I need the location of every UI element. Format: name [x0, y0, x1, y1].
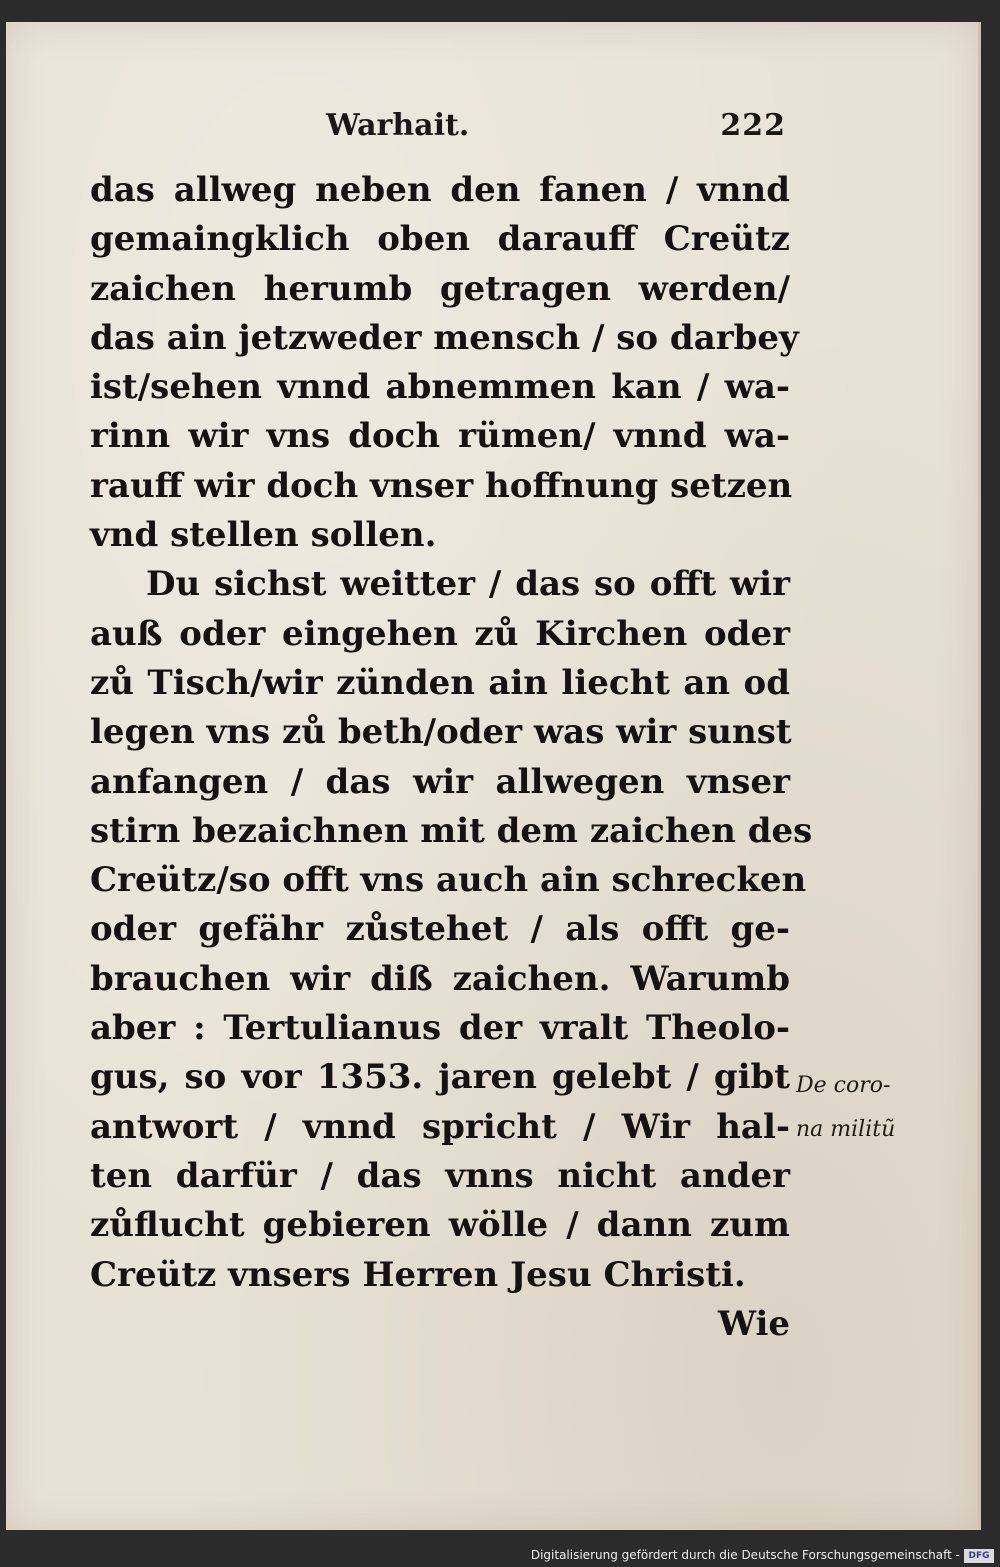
digitization-credit: Digitalisierung gefördert durch die Deutsche Forschungsgemeinschaft -: [530, 1548, 960, 1562]
marginal-note: [796, 1064, 946, 1152]
text-line: antwort / vnnd spricht / Wir hal-: [90, 1106, 790, 1147]
text-line: brauchen wir diß zaichen. Warumb: [90, 958, 790, 999]
book-page: [6, 22, 981, 1530]
text-line: zů Tisch/wir zünden ain liecht an od: [90, 662, 790, 703]
text-line: Creütz vnsers Herren Jesu Christi.: [90, 1254, 746, 1295]
text-line: rauff wir doch vnser hoffnung setzen: [90, 465, 793, 506]
text-line: ist/sehen vnnd abnemmen kan / wa-: [90, 367, 790, 408]
text-line: auß oder eingehen zů Kirchen oder: [90, 613, 790, 654]
text-line: legen vns zů beth/oder was wir sunst: [90, 712, 792, 753]
text-line: aber : Tertulianus der vralt Theolo-: [90, 1008, 790, 1049]
text-line: das allweg neben den fanen / vnnd: [90, 170, 790, 210]
text-line: zaichen herumb getragen werden/: [90, 268, 790, 309]
text-line: zůflucht gebieren wölle / dann zum: [90, 1205, 790, 1246]
marginal-note-line: na militũ: [796, 1117, 896, 1142]
text-line: gus, so vor 1353. jaren gelebt / gibt: [90, 1057, 790, 1098]
text-line: vnd stellen sollen.: [90, 515, 437, 556]
running-head: [326, 108, 786, 156]
body-text: [90, 166, 813, 1349]
text-line: ten darfür / das vnns nicht ander: [90, 1155, 790, 1196]
text-line: Du sichst weitter / das so offt wir: [146, 564, 790, 605]
text-line: rinn wir vns doch rümen/ vnnd wa-: [90, 416, 790, 457]
text-line: das ain jetzweder mensch / so darbey: [90, 317, 799, 358]
text-line: anfangen / das wir allwegen vnser: [90, 761, 790, 802]
dfg-logo: DFG: [964, 1549, 994, 1563]
text-line: Creütz/so offt vns auch ain schrecken: [90, 860, 807, 901]
text-line: gemaingklich oben darauff Creütz: [90, 219, 790, 260]
running-head-title: Warhait.: [326, 108, 470, 143]
text-line: stirn bezaichnen mit dem zaichen des: [90, 810, 813, 851]
marginal-note-line: De coro-: [796, 1073, 891, 1098]
text-line: oder gefähr zůstehet / als offt ge-: [90, 909, 790, 950]
catchword: Wie: [717, 1303, 790, 1344]
page-number: 222: [720, 108, 786, 143]
